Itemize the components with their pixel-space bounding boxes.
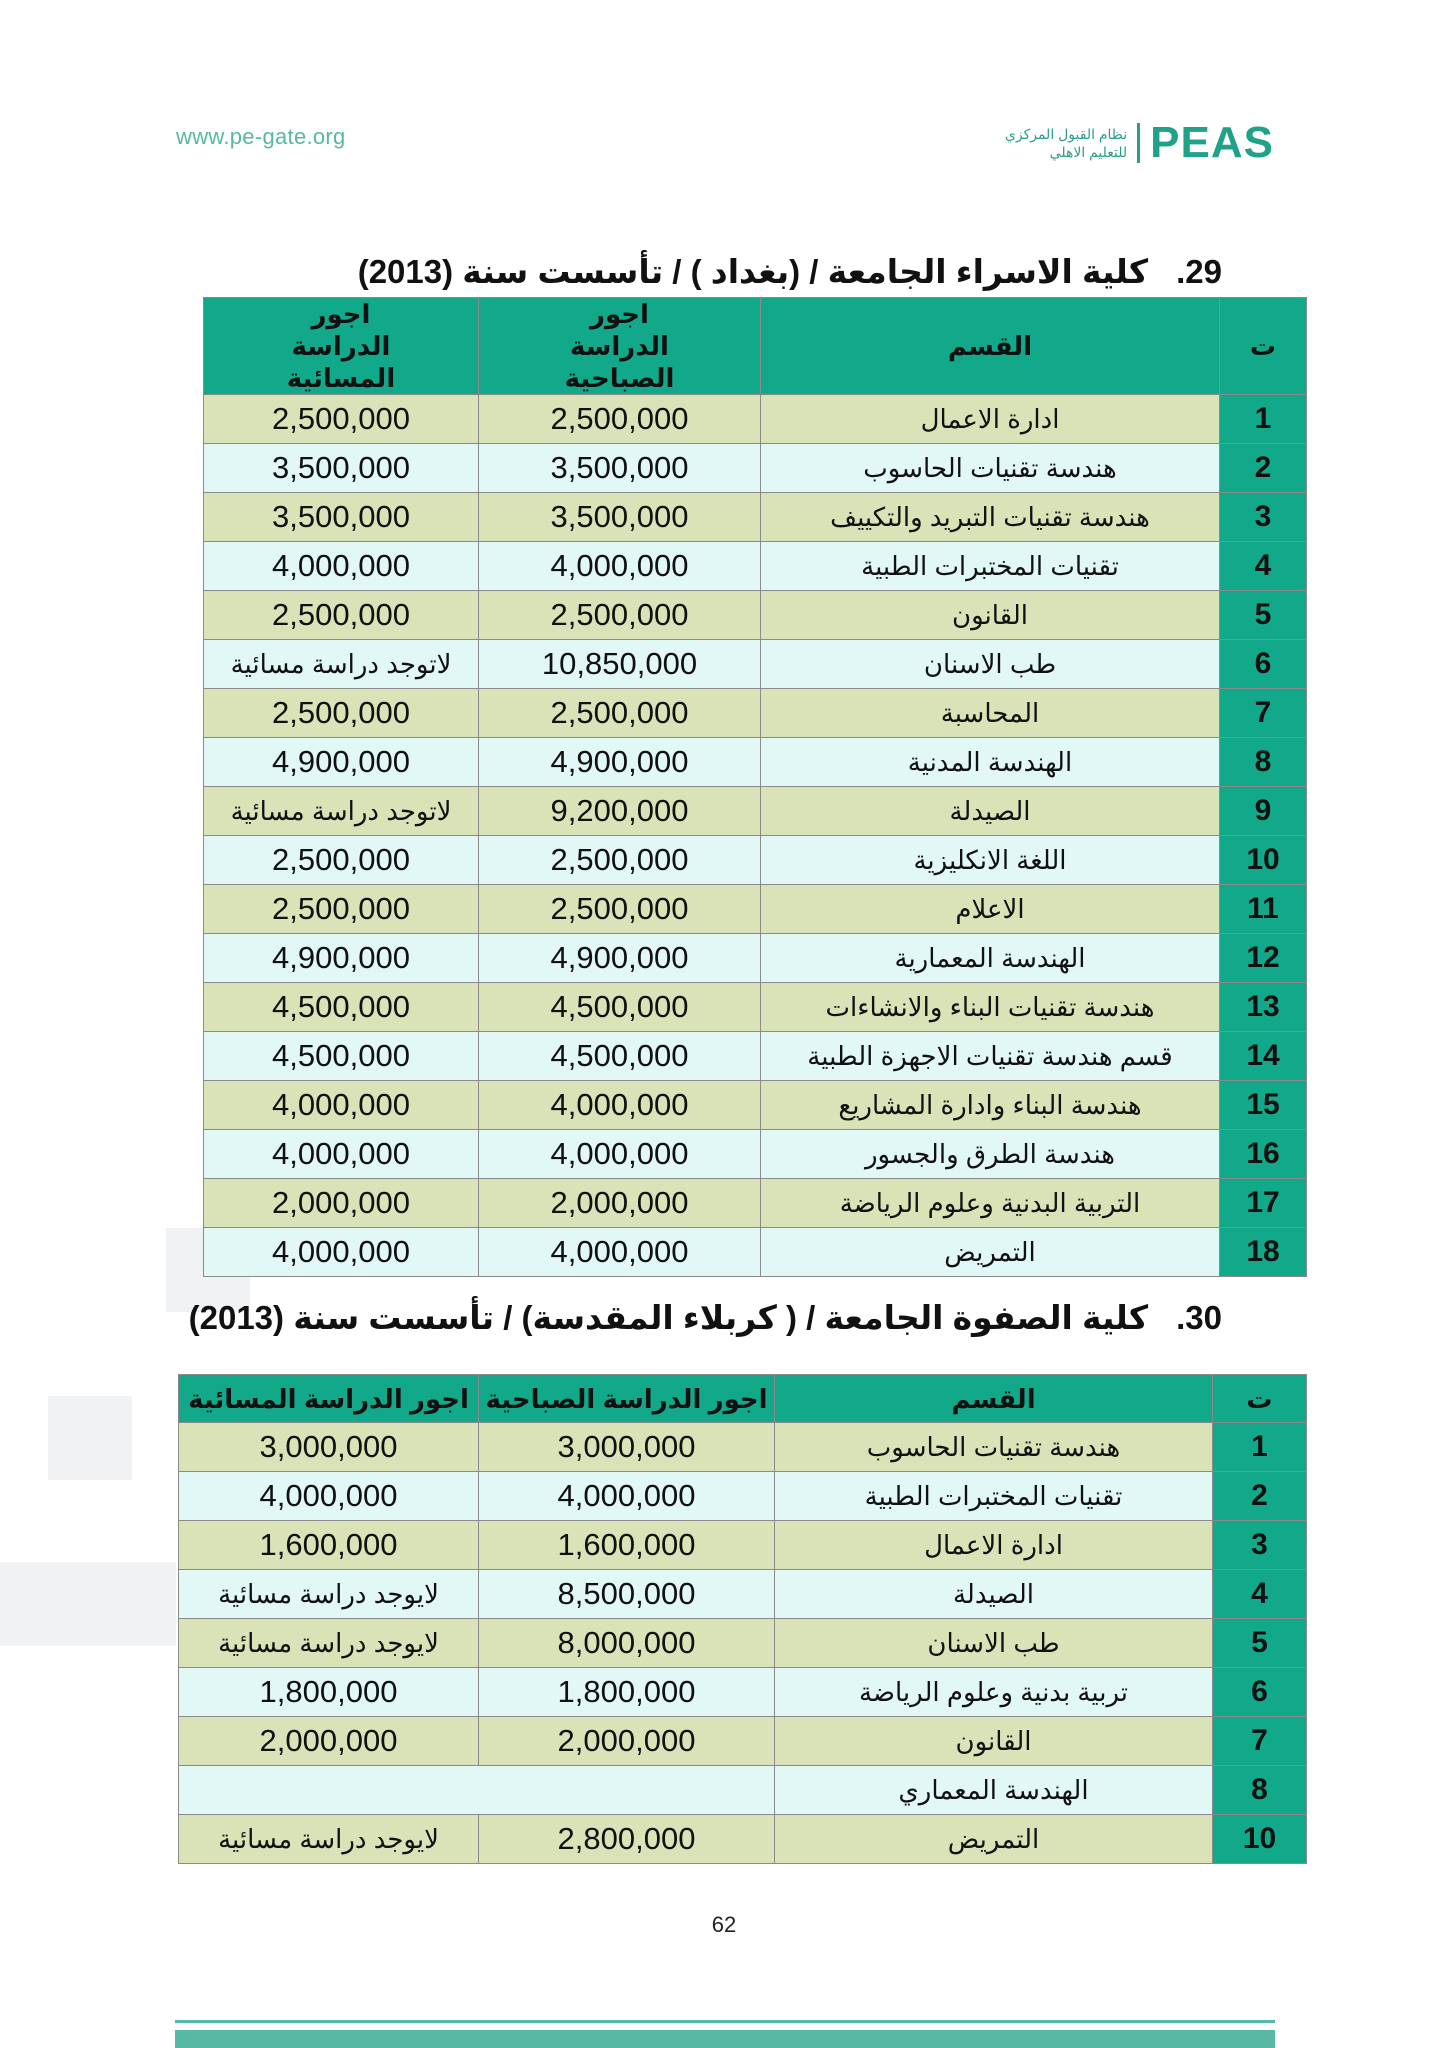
evening-fee-cell: 3,000,000 <box>179 1423 479 1472</box>
table-row <box>204 1032 1307 1081</box>
evening-fee-cell: 2,500,000 <box>204 836 479 885</box>
morning-fee-cell: 2,500,000 <box>479 885 761 934</box>
section-title-text: كلية الصفوة الجامعة / ( كربلاء المقدسة) / تأسست سنة (2013) <box>188 1299 1149 1336</box>
row-index: 18 <box>1220 1228 1307 1277</box>
table-row <box>204 493 1307 542</box>
evening-fee-cell: 3,500,000 <box>204 493 479 542</box>
row-index: 2 <box>1220 444 1307 493</box>
evening-fee-cell: 4,000,000 <box>179 1472 479 1521</box>
header-department: القسم <box>761 298 1220 395</box>
department-cell: هندسة تقنيات الحاسوب <box>775 1423 1213 1472</box>
morning-fee-cell: 2,500,000 <box>479 689 761 738</box>
department-cell: المحاسبة <box>761 689 1220 738</box>
evening-fee-cell: 4,500,000 <box>204 983 479 1032</box>
row-index: 6 <box>1213 1668 1307 1717</box>
morning-fee-cell: 8,500,000 <box>479 1570 775 1619</box>
evening-fee-cell: 2,000,000 <box>179 1717 479 1766</box>
section-number: 30. <box>1176 1299 1222 1336</box>
header-evening-fees: اجور الدراسة المسائية <box>204 298 479 395</box>
evening-fee-cell: لاتوجد دراسة مسائية <box>204 640 479 689</box>
department-cell: هندسة تقنيات التبريد والتكييف <box>761 493 1220 542</box>
department-cell: الاعلام <box>761 885 1220 934</box>
morning-fee-cell: 3,000,000 <box>479 1423 775 1472</box>
evening-fee-cell: 2,500,000 <box>204 689 479 738</box>
department-cell: التمريض <box>775 1815 1213 1864</box>
morning-fee-cell: 4,000,000 <box>479 1130 761 1179</box>
header-morning-fees: اجور الدراسة الصباحية <box>479 298 761 395</box>
logo-subtitle-line1: نظام القبول المركزي <box>1004 126 1128 142</box>
department-cell: الصيدلة <box>775 1570 1213 1619</box>
evening-fee-cell: 4,000,000 <box>204 1130 479 1179</box>
evening-fee-cell: 2,000,000 <box>204 1179 479 1228</box>
department-cell: هندسة تقنيات البناء والانشاءات <box>761 983 1220 1032</box>
table-row <box>204 1130 1307 1179</box>
evening-fee-cell: 4,500,000 <box>204 1032 479 1081</box>
header-index: ت <box>1220 298 1307 395</box>
row-index: 4 <box>1220 542 1307 591</box>
table-row <box>179 1423 1307 1472</box>
table-row <box>204 444 1307 493</box>
table-row <box>179 1521 1307 1570</box>
department-cell: ادارة الاعمال <box>761 395 1220 444</box>
table-row <box>179 1717 1307 1766</box>
fees-empty-cell <box>179 1766 775 1815</box>
morning-fee-cell: 10,850,000 <box>479 640 761 689</box>
header-department: القسم <box>775 1375 1213 1423</box>
table-row <box>204 787 1307 836</box>
table-row <box>179 1766 1307 1815</box>
department-cell: الهندسة المعمارية <box>761 934 1220 983</box>
department-cell: الصيدلة <box>761 787 1220 836</box>
row-index: 5 <box>1220 591 1307 640</box>
department-cell: هندسة البناء وادارة المشاريع <box>761 1081 1220 1130</box>
table-row <box>204 542 1307 591</box>
morning-fee-cell: 4,000,000 <box>479 1472 775 1521</box>
morning-fee-cell: 4,900,000 <box>479 738 761 787</box>
evening-fee-cell: 2,500,000 <box>204 395 479 444</box>
table-row <box>204 689 1307 738</box>
row-index: 3 <box>1213 1521 1307 1570</box>
morning-fee-cell: 4,000,000 <box>479 542 761 591</box>
row-index: 2 <box>1213 1472 1307 1521</box>
row-index: 1 <box>1220 395 1307 444</box>
table-row <box>204 395 1307 444</box>
table-row <box>204 836 1307 885</box>
evening-fee-cell: لايوجد دراسة مسائية <box>179 1570 479 1619</box>
evening-fee-cell: 4,900,000 <box>204 738 479 787</box>
department-cell: قسم هندسة تقنيات الاجهزة الطبية <box>761 1032 1220 1081</box>
row-index: 9 <box>1220 787 1307 836</box>
fees-table-30 <box>178 1374 1307 1864</box>
table-row <box>204 640 1307 689</box>
department-cell: هندسة الطرق والجسور <box>761 1130 1220 1179</box>
row-index: 14 <box>1220 1032 1307 1081</box>
morning-fee-cell: 2,000,000 <box>479 1179 761 1228</box>
header-evening-fees: اجور الدراسة المسائية <box>179 1375 479 1423</box>
row-index: 16 <box>1220 1130 1307 1179</box>
footer-rule <box>175 2020 1275 2023</box>
row-index: 3 <box>1220 493 1307 542</box>
morning-fee-cell: 8,000,000 <box>479 1619 775 1668</box>
row-index: 13 <box>1220 983 1307 1032</box>
evening-fee-cell: 2,500,000 <box>204 885 479 934</box>
department-cell: تقنيات المختبرات الطبية <box>761 542 1220 591</box>
table-row <box>179 1815 1307 1864</box>
morning-fee-cell: 4,900,000 <box>479 934 761 983</box>
section-29-title <box>358 252 1222 291</box>
row-index: 5 <box>1213 1619 1307 1668</box>
morning-fee-cell: 2,000,000 <box>479 1717 775 1766</box>
table-row <box>179 1472 1307 1521</box>
department-cell: الهندسة المدنية <box>761 738 1220 787</box>
department-cell: طب الاسنان <box>775 1619 1213 1668</box>
header-index: ت <box>1213 1375 1307 1423</box>
decor-square <box>48 1396 132 1480</box>
table-row <box>204 1228 1307 1277</box>
row-index: 4 <box>1213 1570 1307 1619</box>
table-row <box>204 1081 1307 1130</box>
evening-fee-cell: 4,000,000 <box>204 1228 479 1277</box>
department-cell: القانون <box>775 1717 1213 1766</box>
department-cell: التربية البدنية وعلوم الرياضة <box>761 1179 1220 1228</box>
website-url: www.pe-gate.org <box>176 124 346 149</box>
morning-fee-cell: 2,500,000 <box>479 591 761 640</box>
evening-fee-cell: 1,800,000 <box>179 1668 479 1717</box>
logo-subtitle <box>1005 125 1127 161</box>
header-morning-fees: اجور الدراسة الصباحية <box>479 1375 775 1423</box>
row-index: 17 <box>1220 1179 1307 1228</box>
row-index: 7 <box>1220 689 1307 738</box>
logo-subtitle-line2: للتعليم الاهلي <box>1049 144 1128 160</box>
morning-fee-cell: 3,500,000 <box>479 493 761 542</box>
table-row <box>204 1179 1307 1228</box>
evening-fee-cell: 1,600,000 <box>179 1521 479 1570</box>
morning-fee-cell: 9,200,000 <box>479 787 761 836</box>
morning-fee-cell: 3,500,000 <box>479 444 761 493</box>
fees-table-29 <box>203 297 1307 1277</box>
row-index: 8 <box>1213 1766 1307 1815</box>
morning-fee-cell: 4,500,000 <box>479 983 761 1032</box>
evening-fee-cell: لايوجد دراسة مسائية <box>179 1619 479 1668</box>
evening-fee-cell: 2,500,000 <box>204 591 479 640</box>
section-number: 29. <box>1176 253 1222 290</box>
decor-square <box>0 1562 176 1646</box>
morning-fee-cell: 4,000,000 <box>479 1228 761 1277</box>
evening-fee-cell: لاتوجد دراسة مسائية <box>204 787 479 836</box>
row-index: 15 <box>1220 1081 1307 1130</box>
department-cell: طب الاسنان <box>761 640 1220 689</box>
evening-fee-cell: 4,900,000 <box>204 934 479 983</box>
row-index: 12 <box>1220 934 1307 983</box>
table-row <box>204 934 1307 983</box>
department-cell: القانون <box>761 591 1220 640</box>
evening-fee-cell: لايوجد دراسة مسائية <box>179 1815 479 1864</box>
table-row <box>204 983 1307 1032</box>
row-index: 11 <box>1220 885 1307 934</box>
section-30-title <box>189 1298 1222 1337</box>
department-cell: ادارة الاعمال <box>775 1521 1213 1570</box>
table-row <box>204 591 1307 640</box>
morning-fee-cell: 4,500,000 <box>479 1032 761 1081</box>
row-index: 7 <box>1213 1717 1307 1766</box>
table-row <box>204 885 1307 934</box>
evening-fee-cell: 4,000,000 <box>204 1081 479 1130</box>
department-cell: اللغة الانكليزية <box>761 836 1220 885</box>
department-cell: الهندسة المعماري <box>775 1766 1213 1815</box>
peas-logo <box>1005 118 1274 168</box>
row-index: 1 <box>1213 1423 1307 1472</box>
logo-text: PEAS <box>1150 118 1274 167</box>
logo-divider <box>1137 123 1140 163</box>
department-cell: تربية بدنية وعلوم الرياضة <box>775 1668 1213 1717</box>
evening-fee-cell: 3,500,000 <box>204 444 479 493</box>
table-row <box>179 1619 1307 1668</box>
morning-fee-cell: 2,500,000 <box>479 836 761 885</box>
morning-fee-cell: 1,600,000 <box>479 1521 775 1570</box>
evening-fee-cell: 4,000,000 <box>204 542 479 591</box>
department-cell: هندسة تقنيات الحاسوب <box>761 444 1220 493</box>
row-index: 6 <box>1220 640 1307 689</box>
row-index: 10 <box>1220 836 1307 885</box>
morning-fee-cell: 2,500,000 <box>479 395 761 444</box>
table-row <box>179 1668 1307 1717</box>
table-row <box>179 1570 1307 1619</box>
morning-fee-cell: 2,800,000 <box>479 1815 775 1864</box>
row-index: 10 <box>1213 1815 1307 1864</box>
morning-fee-cell: 4,000,000 <box>479 1081 761 1130</box>
department-cell: تقنيات المختبرات الطبية <box>775 1472 1213 1521</box>
table-row <box>204 738 1307 787</box>
department-cell: التمريض <box>761 1228 1220 1277</box>
morning-fee-cell: 1,800,000 <box>479 1668 775 1717</box>
page-number: 62 <box>711 1912 737 1937</box>
section-title-text: كلية الاسراء الجامعة / (بغداد ) / تأسست سنة (2013) <box>357 253 1149 290</box>
row-index: 8 <box>1220 738 1307 787</box>
footer-bar <box>175 2030 1275 2048</box>
